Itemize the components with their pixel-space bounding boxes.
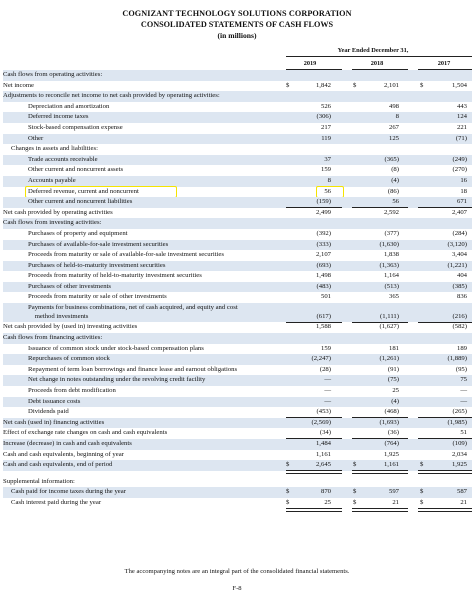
table-row	[3, 386, 472, 397]
row-label: Other	[28, 134, 44, 142]
row-label: Purchases of held-to-maturity investment securities	[28, 261, 166, 269]
units-note: (in millions)	[217, 31, 257, 40]
row-value-2019: (483)	[316, 282, 331, 290]
row-value-2018: 2,101	[383, 81, 399, 89]
table-row	[3, 187, 472, 198]
row-value-2019: 526	[320, 102, 331, 110]
row-value-2017: 1,925	[451, 461, 467, 469]
row-value-2018: 25	[392, 387, 399, 395]
row-value-2019: 159	[320, 166, 331, 174]
row-label: Repurchases of common stock	[28, 355, 110, 363]
row-value-2019: 1,588	[315, 323, 331, 331]
row-value-2017: 18	[460, 187, 467, 195]
row-value-2018: (8)	[391, 166, 399, 174]
row-value-2017: 587	[456, 488, 467, 496]
row-label: Deferred revenue, current and noncurrent	[28, 187, 139, 195]
row-value-2017: (249)	[452, 155, 467, 163]
row-value-2019: 2,499	[315, 208, 331, 216]
table-row	[3, 333, 472, 344]
row-value-2018: 597	[388, 488, 399, 496]
row-label: Cash flows from investing activities:	[3, 219, 102, 227]
footer-note: The accompanying notes are an integral part of the consolidated financial statements.	[124, 568, 350, 575]
row-value-2017: 51	[460, 429, 467, 437]
table-row	[3, 282, 472, 293]
year-column-2017: 2017	[437, 60, 451, 67]
row-value-2018: (4)	[391, 176, 399, 184]
row-value-2018: 1,838	[383, 251, 399, 259]
row-label: Repayment of term loan borrowings and finance lease and earnout obligations	[28, 365, 238, 373]
row-value-2018: 2,592	[383, 208, 399, 216]
page-number: F-8	[232, 585, 242, 592]
row-value-2019: (333)	[316, 240, 331, 248]
row-value-2017: (284)	[452, 229, 467, 237]
table-row	[3, 477, 472, 488]
row-label: Cash and cash equivalents, beginning of year	[3, 450, 124, 458]
row-label: Net change in notes outstanding under the revolving credit facility	[28, 376, 206, 384]
table-row	[3, 303, 472, 322]
table-row	[3, 487, 472, 498]
row-value-2018: (764)	[384, 439, 399, 447]
dollar-sign: $	[353, 498, 357, 506]
dollar-sign: $	[286, 488, 290, 496]
table-row	[3, 134, 472, 145]
row-value-2017: —	[460, 397, 467, 405]
row-label: Deferred income taxes	[28, 113, 89, 121]
row-value-2017: 404	[456, 272, 467, 280]
row-value-2018: 56	[392, 198, 399, 206]
table-row	[3, 197, 472, 208]
year-column-2018: 2018	[370, 60, 384, 67]
dollar-sign: $	[420, 498, 424, 506]
dollar-sign: $	[353, 488, 357, 496]
row-value-2017: 671	[456, 198, 467, 206]
dollar-sign: $	[420, 81, 424, 89]
row-value-2019: (617)	[316, 313, 331, 321]
row-label: Debt issuance costs	[28, 397, 81, 405]
row-value-2018: 1,925	[383, 450, 399, 458]
row-value-2017: —	[460, 387, 467, 395]
dollar-sign: $	[286, 498, 290, 506]
row-label: Purchases of available-for-sale investment securities	[28, 240, 169, 248]
table-row	[3, 365, 472, 376]
total-double-rule	[352, 508, 408, 512]
row-label: Proceeds from debt modification	[28, 387, 116, 395]
row-value-2017: 75	[460, 376, 467, 384]
row-value-2019: 870	[320, 488, 331, 496]
row-value-2019: 1,161	[315, 450, 331, 458]
row-value-2019: (2,247)	[311, 355, 331, 363]
dollar-sign: $	[286, 81, 290, 89]
row-value-2018: (75)	[387, 376, 399, 384]
row-value-2018: 1,161	[383, 461, 399, 469]
row-label: Changes in assets and liabilities:	[11, 145, 98, 153]
row-value-2018: 8	[395, 113, 399, 121]
table-row	[3, 261, 472, 272]
row-label: Net cash provided by (used in) investing activities	[3, 323, 138, 331]
row-label: Supplemental information:	[3, 477, 75, 485]
row-label: Proceeds from maturity of held-to-maturity investment securities	[28, 272, 202, 280]
row-label: Cash paid for income taxes during the year	[11, 488, 126, 496]
row-value-2018: (1,693)	[379, 418, 399, 426]
table-row	[3, 460, 472, 471]
row-value-2019: (693)	[316, 261, 331, 269]
row-value-2018: (91)	[387, 365, 399, 373]
table-row	[3, 439, 472, 450]
table-row	[3, 229, 472, 240]
table-row	[3, 292, 472, 303]
row-label: Adjustments to reconcile net income to net cash provided by operating activities:	[3, 92, 220, 100]
row-value-2017: 221	[456, 123, 467, 131]
row-value-2018: 365	[388, 293, 399, 301]
row-value-2019: (34)	[319, 429, 331, 437]
row-label: Accounts payable	[28, 176, 76, 184]
row-value-2018: (1,111)	[379, 313, 399, 321]
row-value-2019: 1,484	[315, 439, 331, 447]
row-label: Stock-based compensation expense	[28, 123, 123, 131]
row-value-2017: (1,221)	[447, 261, 467, 269]
row-value-2017: (3,120)	[447, 240, 467, 248]
row-value-2019: (306)	[316, 113, 331, 121]
row-value-2017: (270)	[452, 166, 467, 174]
row-value-2017: (95)	[455, 365, 467, 373]
row-value-2018: (36)	[387, 429, 399, 437]
row-value-2019: 37	[324, 155, 331, 163]
total-double-rule	[418, 508, 472, 512]
row-value-2017: (109)	[452, 439, 467, 447]
row-label: Dividends paid	[28, 408, 69, 416]
row-value-2019: (392)	[316, 229, 331, 237]
row-value-2017: 3,404	[451, 251, 467, 259]
row-value-2017: 443	[456, 102, 467, 110]
row-value-2019: 2,645	[315, 461, 331, 469]
row-value-2019: 56	[324, 187, 331, 195]
row-value-2018: (377)	[384, 229, 399, 237]
row-value-2017: (71)	[455, 134, 467, 142]
row-label: Cash and cash equivalents, end of period	[3, 461, 113, 469]
row-value-2019: 501	[320, 293, 331, 301]
row-label: Cash flows from operating activities:	[3, 71, 103, 78]
row-label: Net cash provided by operating activities	[3, 208, 113, 216]
row-value-2018: 125	[388, 134, 399, 142]
table-row	[3, 240, 472, 251]
table-row	[3, 91, 472, 102]
table-row	[3, 375, 472, 386]
period-heading: Year Ended December 31,	[337, 47, 409, 54]
row-value-2017: 2,407	[451, 208, 467, 216]
row-label: Other current and noncurrent liabilities	[28, 198, 133, 206]
row-value-2018: (1,363)	[379, 261, 399, 269]
row-value-2018: 181	[388, 344, 399, 352]
table-row	[3, 498, 472, 509]
row-value-2017: 21	[460, 498, 467, 506]
table-row	[3, 123, 472, 134]
table-row	[3, 155, 472, 166]
row-label: Effect of exchange rate changes on cash and cash equivalents	[3, 429, 168, 437]
table-row	[3, 102, 472, 113]
table-row	[3, 428, 472, 439]
table-row	[3, 144, 472, 155]
row-label: Other current and noncurrent assets	[28, 166, 124, 174]
cash-flow-table	[3, 70, 472, 509]
table-row	[3, 165, 472, 176]
row-value-2019: 2,107	[315, 251, 331, 259]
row-value-2019: 119	[321, 134, 331, 142]
row-value-2017: (1,889)	[447, 355, 467, 363]
row-label: Purchases of property and equipment	[28, 229, 128, 237]
period-rule	[286, 56, 472, 57]
row-label: Net income	[3, 81, 35, 89]
row-label: Payments for business combinations, net of cash acquired, and equity and cost method investments	[28, 304, 238, 320]
row-value-2019: (28)	[319, 365, 331, 373]
table-row	[3, 344, 472, 355]
table-row	[3, 418, 472, 429]
row-value-2018: 1,164	[383, 272, 399, 280]
row-value-2018: (468)	[384, 408, 399, 416]
row-value-2017: (265)	[452, 408, 467, 416]
table-row	[3, 70, 472, 81]
row-value-2017: 189	[456, 344, 467, 352]
row-label: Trade accounts receivable	[28, 155, 98, 163]
company-name: COGNIZANT TECHNOLOGY SOLUTIONS CORPORATION	[122, 9, 352, 18]
row-value-2017: 16	[460, 176, 467, 184]
row-value-2017: 2,034	[451, 450, 467, 458]
row-value-2019: —	[324, 397, 331, 405]
row-value-2019: 8	[327, 176, 331, 184]
row-label: Depreciation and amortization	[28, 102, 110, 110]
table-row	[3, 218, 472, 229]
row-value-2017: (385)	[452, 282, 467, 290]
row-value-2017: (1,985)	[447, 418, 467, 426]
row-value-2018: 498	[388, 102, 399, 110]
row-value-2018: 21	[392, 498, 399, 506]
table-row	[3, 81, 472, 92]
row-value-2019: 1,842	[315, 81, 331, 89]
table-row	[3, 176, 472, 187]
row-value-2018: (1,630)	[379, 240, 399, 248]
row-value-2017: (582)	[452, 323, 467, 331]
row-value-2018: (1,627)	[379, 323, 399, 331]
total-double-rule	[286, 508, 342, 512]
table-row	[3, 208, 472, 219]
row-value-2019: (453)	[316, 408, 331, 416]
row-value-2019: 159	[320, 344, 331, 352]
dollar-sign: $	[420, 461, 424, 469]
row-label: Proceeds from maturity or sale of other investments	[28, 293, 167, 301]
table-row	[3, 112, 472, 123]
row-value-2019: 1,498	[315, 272, 331, 280]
row-value-2017: (216)	[452, 313, 467, 321]
row-value-2018: (513)	[384, 282, 399, 290]
row-value-2018: 267	[388, 123, 399, 131]
row-label: Proceeds from maturity or sale of available-for-sale investment securities	[28, 251, 224, 259]
row-label: Purchases of other investments	[28, 282, 112, 290]
table-row	[3, 450, 472, 461]
row-label: Increase (decrease) in cash and cash equivalents	[3, 439, 132, 447]
dollar-sign: $	[420, 488, 424, 496]
year-column-2019: 2019	[303, 60, 317, 67]
table-row	[3, 322, 472, 333]
statement-title: CONSOLIDATED STATEMENTS OF CASH FLOWS	[140, 20, 334, 29]
row-value-2019: —	[324, 376, 331, 384]
dollar-sign: $	[353, 461, 357, 469]
row-value-2018: (365)	[384, 155, 399, 163]
row-label: Cash flows from financing activities:	[3, 334, 103, 342]
row-value-2018: (4)	[391, 397, 399, 405]
row-label: Issuance of common stock under stock-based compensation plans	[28, 344, 204, 352]
row-value-2017: 836	[456, 293, 467, 301]
table-row	[3, 271, 472, 282]
table-row	[3, 407, 472, 418]
row-value-2018: (86)	[387, 187, 399, 195]
row-value-2019: 217	[320, 123, 331, 131]
dollar-sign: $	[286, 461, 290, 469]
row-value-2017: 124	[456, 113, 467, 121]
row-value-2019: —	[324, 387, 331, 395]
table-row	[3, 397, 472, 408]
row-label: Net cash (used in) financing activities	[3, 418, 105, 426]
dollar-sign: $	[353, 81, 357, 89]
row-value-2019: 25	[324, 498, 331, 506]
table-row	[3, 250, 472, 261]
row-label: Cash interest paid during the year	[11, 498, 102, 506]
row-value-2019: (2,569)	[311, 418, 331, 426]
row-value-2017: 1,504	[451, 81, 467, 89]
table-row	[3, 354, 472, 365]
row-value-2018: (1,261)	[379, 355, 399, 363]
row-value-2019: (159)	[316, 198, 331, 206]
